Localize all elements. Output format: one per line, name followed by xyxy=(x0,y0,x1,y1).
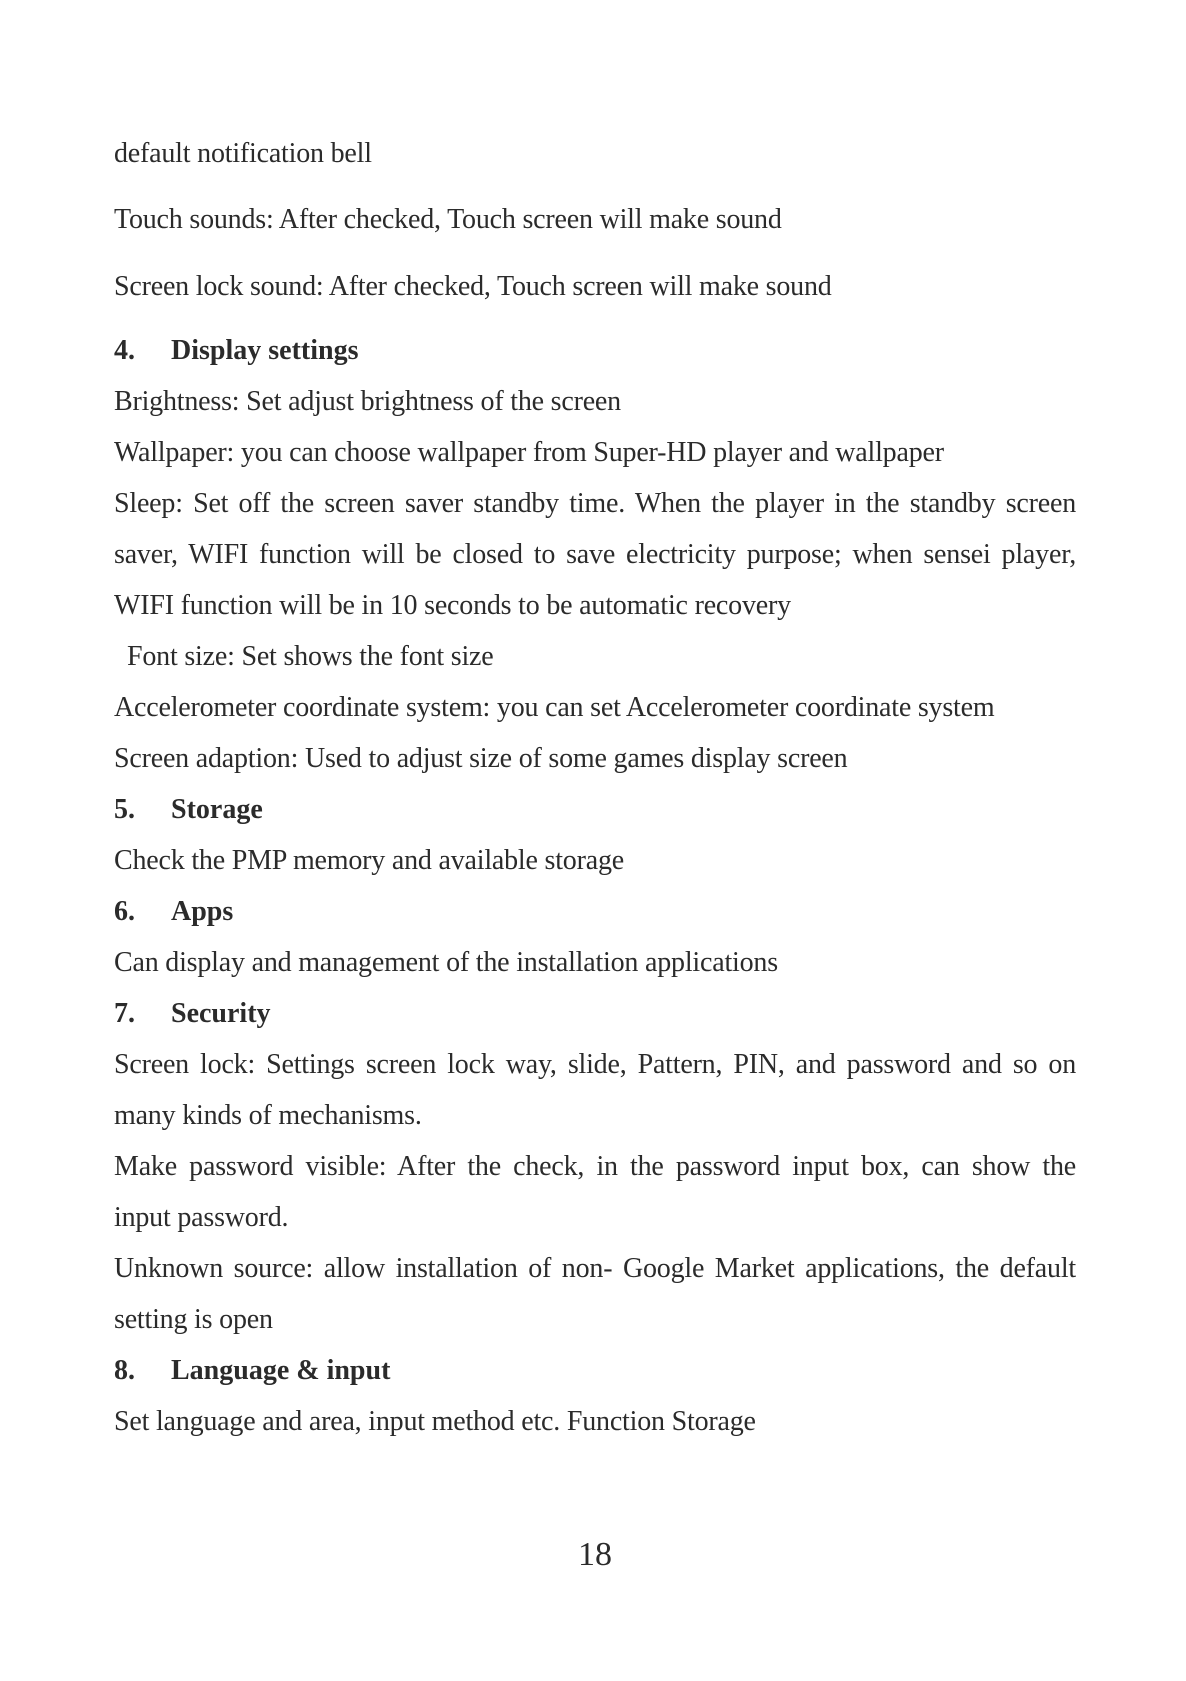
text-line-accelerometer: Accelerometer coordinate system: you can set Accelerometer coordinate system xyxy=(114,692,995,723)
section-number: 4. xyxy=(114,335,135,366)
section-number: 8. xyxy=(114,1355,135,1386)
text-line-password-visible: Make password visible: After the check, in the password input box, can show the xyxy=(114,1151,1076,1182)
text-line-sleep: Sleep: Set off the screen saver standby time. When the player in the standby screen xyxy=(114,488,1076,519)
text-line-screen-adaption: Screen adaption: Used to adjust size of some games display screen xyxy=(114,743,848,774)
text-line-wallpaper: Wallpaper: you can choose wallpaper from Super-HD player and wallpaper xyxy=(114,437,944,468)
text-line-wifi-recovery: WIFI function will be in 10 seconds to be automatic recovery xyxy=(114,590,791,621)
section-number: 6. xyxy=(114,896,135,927)
text-line-brightness: Brightness: Set adjust brightness of the screen xyxy=(114,386,621,417)
text-line-screen-lock: Screen lock: Settings screen lock way, slide, Pattern, PIN, and password and so on xyxy=(114,1049,1076,1080)
text-line-password-visible-continued: input password. xyxy=(114,1202,289,1233)
text-line-apps-description: Can display and management of the installation applications xyxy=(114,947,778,978)
section-number: 5. xyxy=(114,794,135,825)
text-line-notification-bell: default notification bell xyxy=(114,138,372,169)
section-title: Storage xyxy=(171,794,263,825)
section-heading-storage xyxy=(114,793,263,827)
section-heading-security xyxy=(114,997,271,1031)
text-line-unknown-source-continued: setting is open xyxy=(114,1304,273,1335)
text-line-storage-description: Check the PMP memory and available storage xyxy=(114,845,624,876)
document-page xyxy=(114,0,1076,1681)
page-number: 18 xyxy=(578,1536,612,1573)
section-title: Apps xyxy=(171,896,234,927)
text-line-touch-sounds: Touch sounds: After checked, Touch screen will make sound xyxy=(114,204,782,235)
section-heading-apps xyxy=(114,895,233,929)
text-line-font-size: Font size: Set shows the font size xyxy=(127,641,494,672)
text-line-screen-lock-continued: many kinds of mechanisms. xyxy=(114,1100,422,1131)
section-heading-display-settings xyxy=(114,334,358,368)
section-title: Security xyxy=(171,998,271,1029)
text-line-language-description: Set language and area, input method etc. Function Storage xyxy=(114,1406,756,1437)
section-title: Language & input xyxy=(171,1355,391,1386)
text-line-sleep-continued: saver, WIFI function will be closed to save electricity purpose; when sensei player, xyxy=(114,539,1076,570)
section-number: 7. xyxy=(114,998,135,1029)
section-title: Display settings xyxy=(171,335,359,366)
text-line-screen-lock-sound: Screen lock sound: After checked, Touch screen will make sound xyxy=(114,271,832,302)
section-heading-language-input xyxy=(114,1354,390,1388)
text-line-unknown-source: Unknown source: allow installation of non- Google Market applications, the default xyxy=(114,1253,1076,1284)
